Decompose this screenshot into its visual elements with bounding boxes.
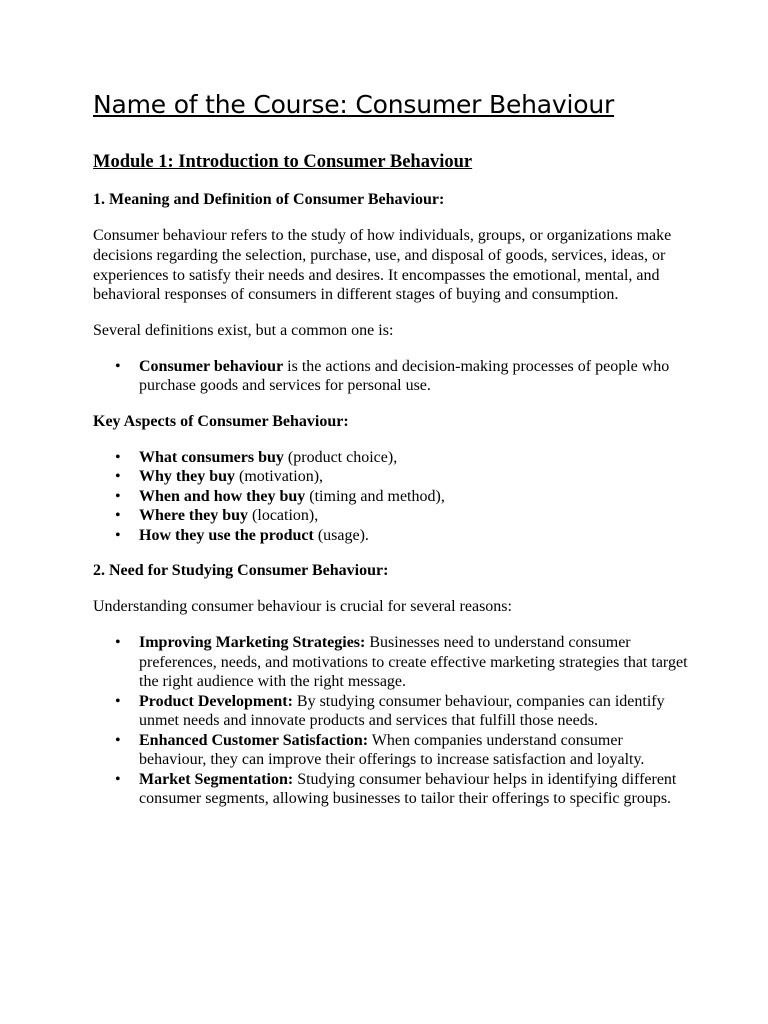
aspect-term: What consumers buy bbox=[139, 448, 284, 466]
bullet-icon: • bbox=[115, 507, 121, 525]
section1-paragraph: Consumer behaviour refers to the study of how individuals, groups, or organizations make decisions regarding the selection, purchase, use, and disposal of goods, services, ideas, or experiences to satisfy their needs and desires. It encompasses the emotional, mental, and behavioral responses of consumers in different stages of buying and consumption. bbox=[93, 227, 672, 304]
aspect-term: Where they buy bbox=[139, 507, 249, 525]
section2-intro: Understanding consumer behaviour is crucial for several reasons: bbox=[93, 598, 512, 616]
definition-term: Consumer behaviour bbox=[139, 357, 284, 375]
definition-text: is the actions and decision-making processes of people who purchase goods and services for personal use. bbox=[139, 357, 670, 395]
list-item bbox=[93, 633, 693, 692]
list-item bbox=[93, 487, 693, 507]
aspect-text: (location), bbox=[248, 507, 319, 525]
bullet-icon: • bbox=[115, 487, 121, 505]
bullet-icon: • bbox=[115, 468, 121, 486]
list-item bbox=[93, 526, 693, 546]
reason-text: By studying consumer behaviour, companies can identify unmet needs and innovate products and services that fulfill those needs. bbox=[139, 692, 665, 730]
bullet-icon: • bbox=[115, 526, 121, 544]
list-item bbox=[93, 467, 693, 487]
list-item bbox=[93, 770, 693, 809]
key-aspects-heading: Key Aspects of Consumer Behaviour: bbox=[93, 412, 349, 430]
aspect-text: (product choice), bbox=[283, 448, 398, 466]
key-aspects-list bbox=[93, 448, 693, 546]
bullet-icon: • bbox=[115, 448, 121, 466]
bullet-icon: • bbox=[115, 770, 121, 788]
bullet-icon: • bbox=[115, 692, 121, 710]
reason-term: Market Segmentation: bbox=[139, 770, 294, 788]
bullet-icon: • bbox=[115, 357, 121, 375]
bullet-icon: • bbox=[115, 731, 121, 749]
reason-term: Enhanced Customer Satisfaction: bbox=[139, 731, 369, 749]
list-item bbox=[93, 448, 693, 468]
course-title: Name of the Course: Consumer Behaviour bbox=[93, 90, 615, 119]
list-item bbox=[93, 506, 693, 526]
bullet-icon: • bbox=[115, 634, 121, 652]
reason-text: Studying consumer behaviour helps in identifying different consumer segments, allowing businesses to tailor their offerings to specific groups. bbox=[139, 770, 677, 808]
aspect-term: When and how they buy bbox=[139, 487, 306, 505]
aspect-term: How they use the product bbox=[139, 526, 314, 544]
aspect-text: (motivation), bbox=[235, 468, 324, 486]
aspect-term: Why they buy bbox=[139, 468, 236, 486]
list-item bbox=[93, 357, 693, 396]
reason-term: Improving Marketing Strategies: bbox=[139, 634, 366, 652]
aspect-text: (usage). bbox=[313, 526, 369, 544]
list-item bbox=[93, 692, 693, 731]
section1-heading: 1. Meaning and Definition of Consumer Behaviour: bbox=[93, 191, 445, 208]
document-page bbox=[93, 86, 693, 825]
reason-text: Businesses need to understand consumer preferences, needs, and motivations to create effective marketing strategies that target the right audience with the right message. bbox=[139, 634, 688, 691]
reasons-list bbox=[93, 633, 693, 809]
reason-text: When companies understand consumer behaviour, they can improve their offerings to increase satisfaction and loyalty. bbox=[139, 731, 645, 769]
list-item bbox=[93, 731, 693, 770]
definition-list bbox=[93, 357, 693, 396]
module-heading: Module 1: Introduction to Consumer Behaviour bbox=[93, 152, 473, 172]
aspect-text: (timing and method), bbox=[305, 487, 445, 505]
section1-intro: Several definitions exist, but a common one is: bbox=[93, 322, 394, 340]
reason-term: Product Development: bbox=[139, 692, 293, 710]
section2-heading: 2. Need for Studying Consumer Behaviour: bbox=[93, 562, 389, 580]
